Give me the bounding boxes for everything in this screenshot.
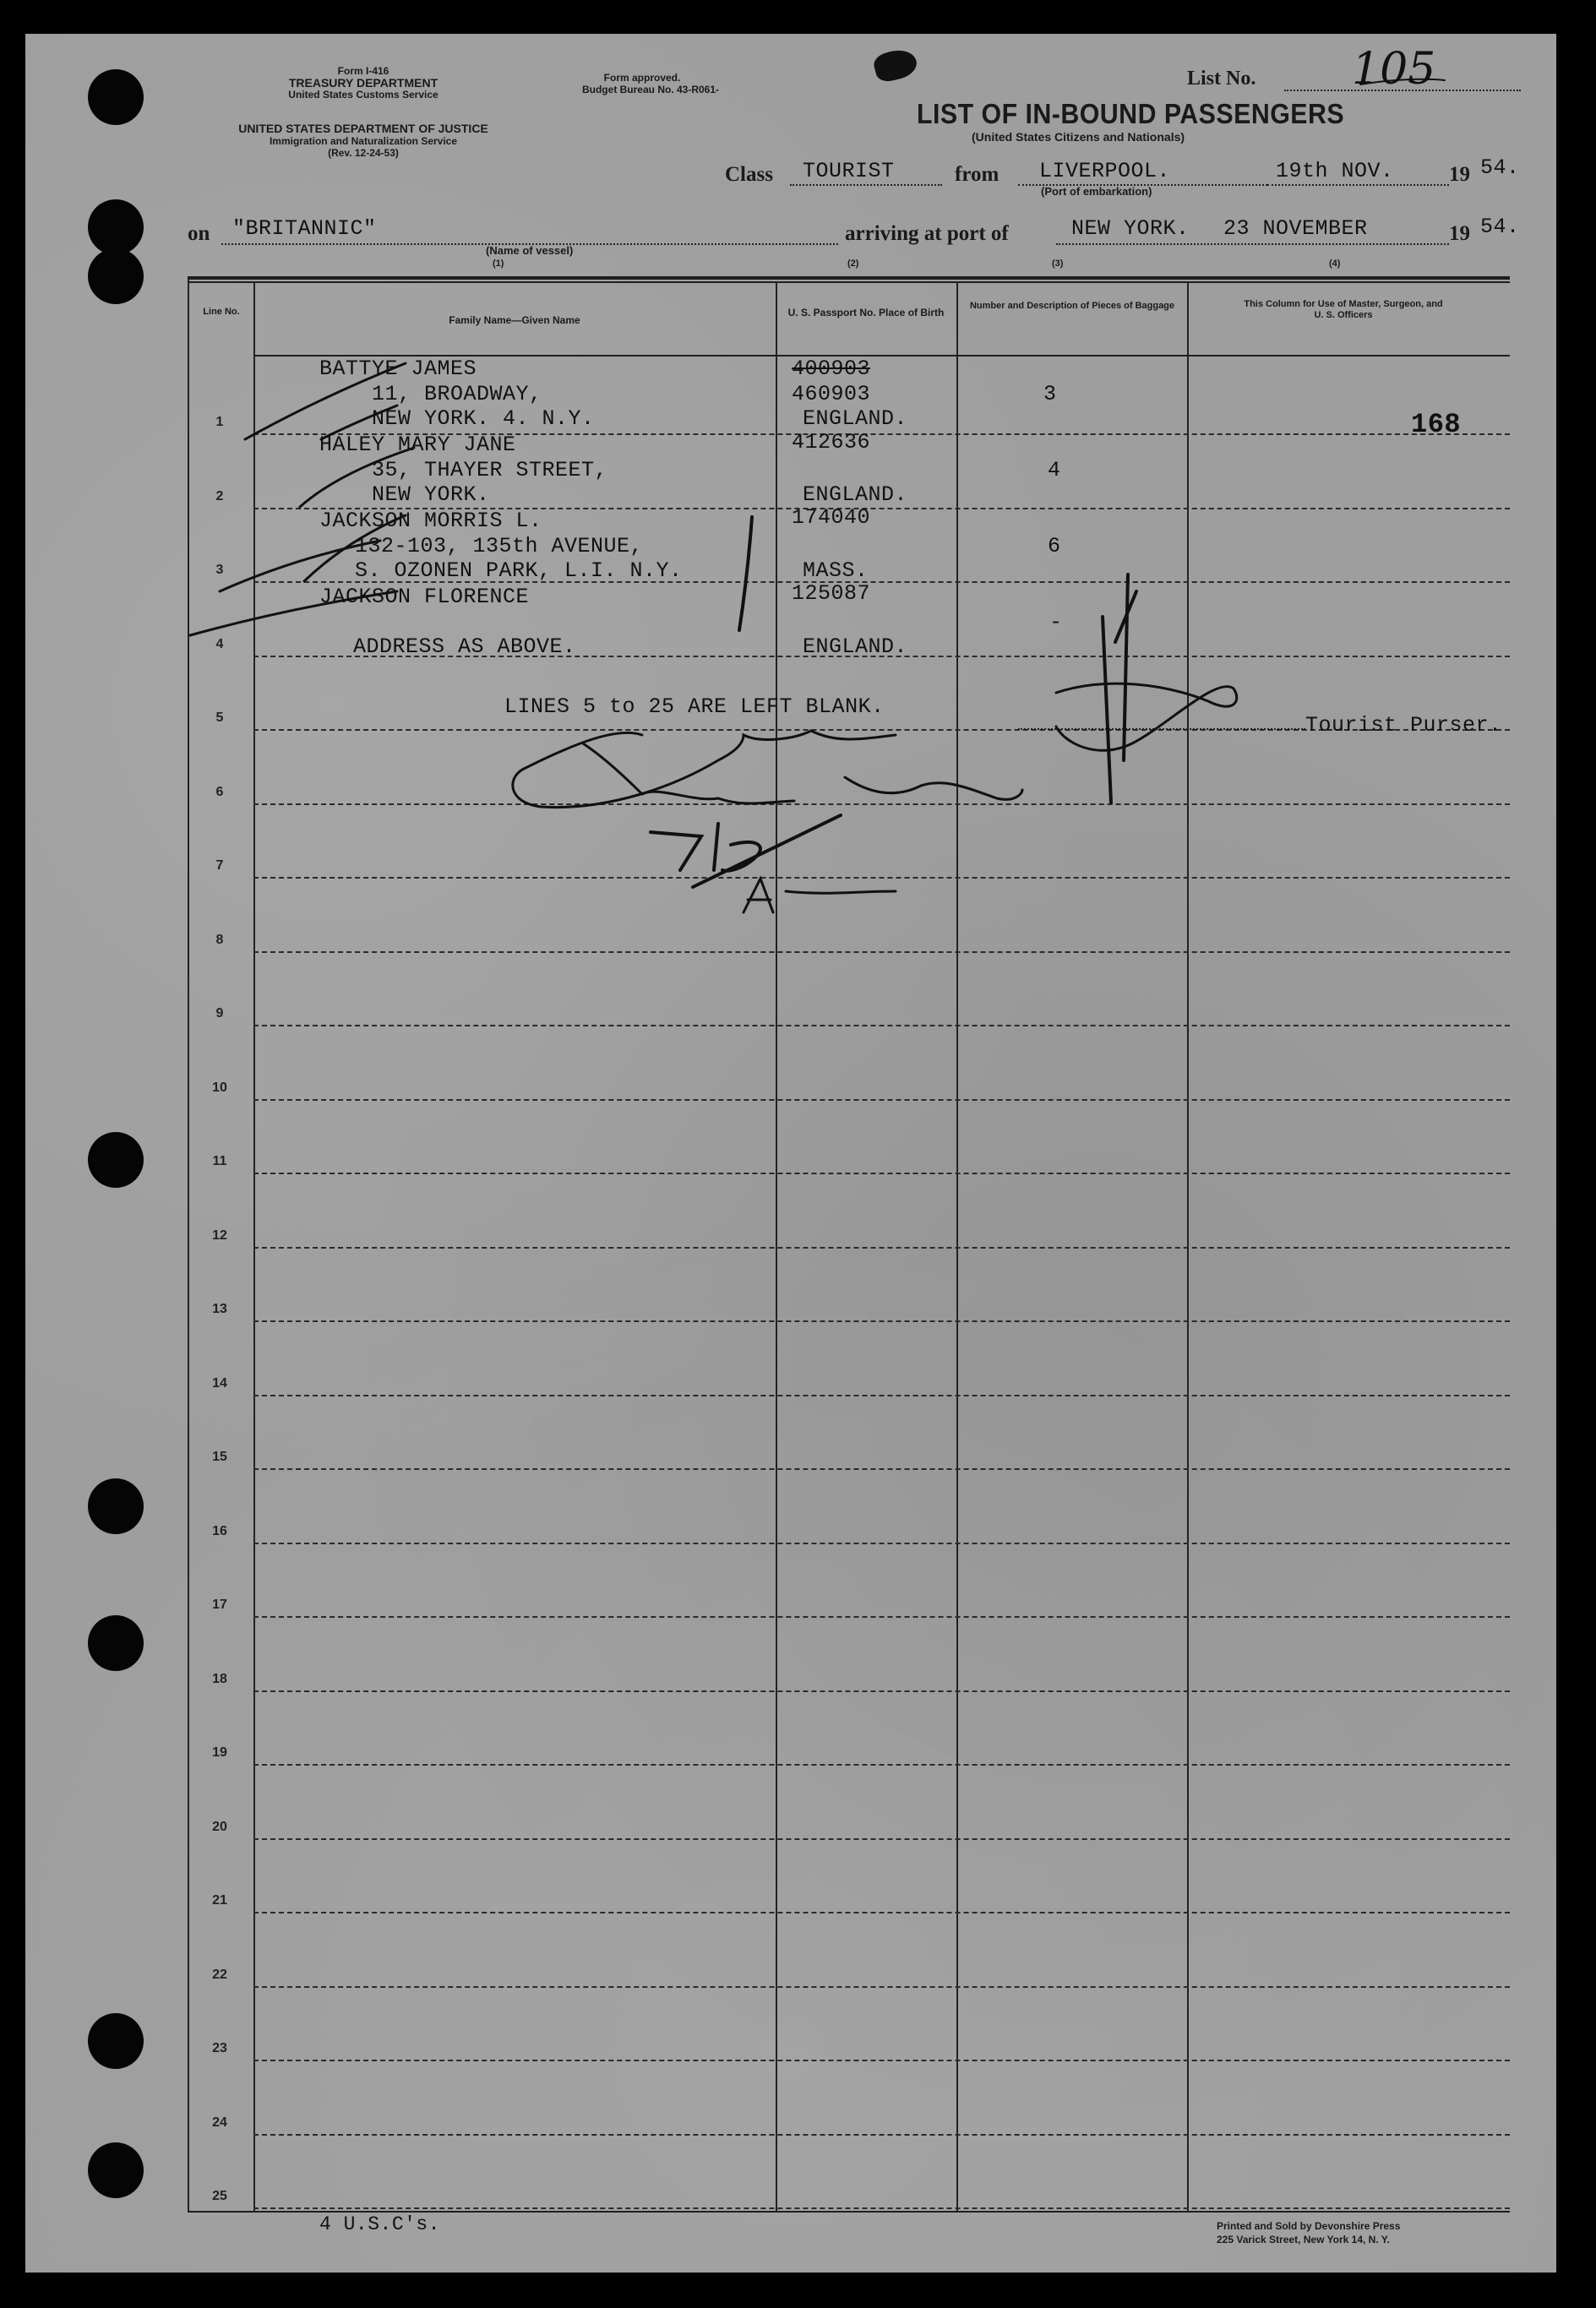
- purser-title: Tourist Purser.: [1305, 713, 1502, 738]
- blank-lines-note: LINES 5 to 25 ARE LEFT BLANK.: [504, 694, 885, 719]
- line-number: 7: [215, 858, 224, 873]
- port-caption: (Port of embarkation): [1041, 185, 1152, 198]
- passport-number: 460903: [792, 382, 871, 406]
- passenger-name: BATTYE JAMES: [319, 357, 477, 381]
- passport-struck: 400903: [792, 357, 871, 381]
- header-baggage: Number and Description of Pieces of Baggage: [969, 301, 1175, 311]
- column-number-2: (2): [847, 259, 859, 269]
- line-number: 12: [212, 1228, 227, 1243]
- birthplace: MASS.: [803, 558, 869, 583]
- line-number: 14: [212, 1376, 227, 1391]
- passport-number: 412636: [792, 430, 871, 455]
- check-mark: [220, 541, 380, 591]
- purser-signature: [1056, 683, 1237, 750]
- handwritten-number: [651, 832, 701, 870]
- passenger-city: NEW YORK.: [372, 482, 490, 507]
- vessel-name: "BRITANNIC": [232, 216, 377, 241]
- line-number: 4: [215, 637, 224, 651]
- passenger-name: JACKSON MORRIS L.: [319, 509, 542, 533]
- us-citizen-count: 4 U.S.C's.: [319, 2213, 441, 2235]
- line-number: 6: [215, 785, 224, 799]
- header-officers: This Column for Use of Master, Surgeon, and U. S. Officers: [1244, 299, 1443, 320]
- line-number: 18: [212, 1672, 227, 1686]
- class-value: TOURIST: [803, 159, 895, 183]
- line-number: 20: [212, 1820, 227, 1834]
- line-number: 24: [212, 2115, 227, 2130]
- line-number: 16: [212, 1524, 227, 1538]
- arrival-year: 54.: [1480, 215, 1520, 239]
- passenger-name: JACKSON FLORENCE: [319, 585, 530, 609]
- baggage-count: 4: [1048, 458, 1061, 482]
- class-label: Class: [725, 163, 773, 186]
- form-revision: (Rev. 12-24-53): [328, 147, 399, 159]
- ins-service: Immigration and Naturalization Service: [269, 135, 458, 147]
- treasury-department: TREASURY DEPARTMENT: [288, 76, 438, 90]
- header-line-no: Line No.: [203, 307, 240, 317]
- list-no-underline: [1360, 79, 1445, 84]
- department-of-justice: UNITED STATES DEPARTMENT OF JUSTICE: [238, 122, 488, 135]
- birthplace: ENGLAND.: [803, 634, 908, 659]
- line-number: 23: [212, 2041, 227, 2055]
- passport-number: 125087: [792, 581, 871, 606]
- passport-number: 174040: [792, 505, 871, 530]
- line-number: 9: [215, 1006, 224, 1021]
- budget-bureau: Budget Bureau No. 43-R061-: [581, 84, 720, 95]
- list-no-value: 105: [1352, 44, 1436, 95]
- port-of-embarkation: LIVERPOOL.: [1039, 159, 1171, 183]
- line-number: 8: [215, 933, 224, 947]
- line-number: 3: [215, 563, 224, 577]
- inspector-signature: [513, 731, 896, 808]
- line-number: 11: [212, 1154, 227, 1168]
- line-number: 15: [212, 1450, 227, 1464]
- list-no-label: List No.: [1187, 68, 1256, 90]
- form-title: LIST OF IN-BOUND PASSENGERS: [917, 98, 1345, 129]
- check-mark: [321, 406, 397, 439]
- line-number: 2: [215, 489, 224, 504]
- from-label: from: [955, 163, 1000, 186]
- form-number: Form I-416: [337, 65, 389, 77]
- vessel-caption: (Name of vessel): [486, 244, 574, 257]
- passenger-city: S. OZONEN PARK, L.I. N.Y.: [355, 558, 683, 583]
- column-number-1: (1): [493, 259, 504, 269]
- passenger-address: 11, BROADWAY,: [372, 382, 542, 406]
- customs-service: United States Customs Service: [288, 89, 438, 101]
- departure-year: 54.: [1480, 155, 1520, 180]
- birthplace: ENGLAND.: [803, 482, 908, 507]
- printer-line-1: Printed and Sold by Devonshire Press: [1217, 2220, 1401, 2232]
- on-label: on: [188, 222, 210, 245]
- form-approved: Form approved.: [603, 72, 681, 84]
- passenger-address: ADDRESS AS ABOVE.: [353, 634, 576, 659]
- baggage-count: 3: [1043, 382, 1057, 406]
- check-mark: [304, 515, 406, 581]
- column-number-3: (3): [1052, 259, 1064, 269]
- arrival-year-prefix: 19: [1449, 222, 1470, 245]
- arriving-label: arriving at port of: [845, 222, 1009, 245]
- line-number: 1: [215, 415, 224, 429]
- form-subtitle: (United States Citizens and Nationals): [972, 130, 1185, 144]
- departure-date: 19th NOV.: [1276, 159, 1394, 183]
- line-number: 21: [212, 1893, 227, 1908]
- baggage-count: 6: [1048, 534, 1061, 558]
- arrival-date: 23 NOVEMBER: [1223, 216, 1368, 241]
- line-number: 13: [212, 1302, 227, 1316]
- year-prefix: 19: [1449, 163, 1470, 186]
- check-mark: [739, 517, 752, 630]
- check-mark: [300, 448, 414, 507]
- check-mark: [190, 591, 397, 635]
- arrival-port: NEW YORK.: [1071, 216, 1190, 241]
- line-number: 25: [212, 2189, 227, 2203]
- inspector-signature: [583, 743, 794, 803]
- passenger-address: 35, THAYER STREET,: [372, 458, 608, 482]
- header-passport: U. S. Passport No. Place of Birth: [787, 307, 945, 318]
- baggage-count: -: [1049, 610, 1063, 634]
- officer-note: 168: [1411, 409, 1462, 440]
- line-number: 22: [212, 1968, 227, 1982]
- line-number: 5: [215, 710, 224, 725]
- passenger-city: NEW YORK. 4. N.Y.: [372, 406, 595, 431]
- column-number-4: (4): [1329, 259, 1341, 269]
- printer-line-2: 225 Varick Street, New York 14, N. Y.: [1217, 2234, 1390, 2245]
- birthplace: ENGLAND.: [803, 406, 908, 431]
- passenger-name: HALEY MARY JANE: [319, 433, 516, 457]
- check-mark: [245, 363, 406, 439]
- line-number: 17: [212, 1598, 227, 1612]
- inspector-signature: [845, 777, 1022, 799]
- header-name: Family Name—Given Name: [449, 314, 580, 326]
- handwritten-initial: [744, 879, 896, 912]
- passenger-address: 132-103, 135th AVENUE,: [355, 534, 644, 558]
- line-number: 10: [212, 1081, 227, 1095]
- purser-signature: [1103, 574, 1136, 803]
- line-number: 19: [212, 1745, 227, 1760]
